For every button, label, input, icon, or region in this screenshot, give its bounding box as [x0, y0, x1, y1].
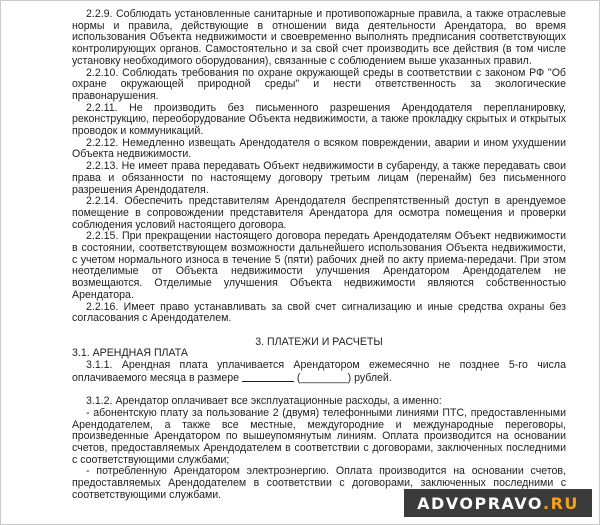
clause-2-2-9: 2.2.9. Соблюдать установленные санитарные и противопожарные правила, а также отраслевые нормы и правила, действующие в отношении вида деятельности Арендатора, во время использования Объекта недвижимости и своевременно выполнять предписания соответствующих контролирующих органов. Самостоятельно и за свой счет производить все действия (в том числе установку необходимого оборудования), связанные с соблюдением выше указанных правил. — [72, 8, 566, 67]
amount-blank — [242, 372, 294, 382]
clause-2-2-10: 2.2.10. Соблюдать требования по охране окружающей среды в соответствии с законом РФ "Об охране окружающей природной среды" и нести ответственность за экологические правонарушения. — [72, 66, 566, 102]
clause-3-1-1-text: 3.1.1. Арендная плата уплачивается Арендатором ежемесячно не позднее 5-го числа оплачиваемого месяца в размере — [72, 359, 566, 384]
section-heading-payments: 3. ПЛАТЕЖИ И РАСЧЕТЫ — [255, 335, 383, 348]
document-body — [72, 9, 566, 502]
watermark-main: ADVOPRAVO — [417, 493, 544, 513]
subsection-rent: 3.1. АРЕНДНАЯ ПЛАТА — [72, 347, 188, 360]
clause-3-1-1 — [72, 360, 566, 384]
clause-3-1-2-electricity: - потребленную Арендатором электроэнергию. Оплата производится на основании счетов, предоставляемых Арендодателем в соответствии с договорами, заключенных последними с соответствующими службами. — [72, 465, 566, 501]
clause-2-2-14: 2.2.14. Обеспечить представителям Арендодателя беспрепятственный доступ в арендуемое помещение в сопровождении представителя Арендатора для осмотра помещения и проверки соблюдения условий настоящего договора. — [72, 195, 566, 231]
amount-parenthesis: (________) — [296, 371, 352, 384]
clause-2-2-13: 2.2.13. Не имеет права передавать Объект недвижимости в субаренду, а также передавать свои права и обязанности по настоящему договору третьим лицам (перенайм) без письменного разрешения Арендодателя. — [72, 160, 566, 196]
clause-3-1-2-phone: - абонентскую плату за пользование 2 (двумя) телефонными линиями ПТС, предоставленными Арендодателем, а также все местные, междугородние и международные переговоры, произведенные Арендатором по вышеупомянутым линиям. Оплата производится на основании счетов, предоставляемых Арендодателем в соответствии с договорами, заключенных последними с соответствующими службами; — [72, 406, 566, 466]
site-watermark — [404, 489, 592, 517]
clause-2-2-11: 2.2.11. Не производить без письменного разрешения Арендодателя перепланировку, реконструкцию, переоборудование Объекта недвижимости, а также прокладку скрытых и открытых проводок и коммуникаций. — [72, 101, 566, 138]
currency-label: рублей. — [354, 371, 392, 384]
spacer — [72, 325, 566, 337]
clause-2-2-15: 2.2.15. При прекращении настоящего договора передать Арендодателям Объект недвижимости в состоянии, соответствующем возможности дальнейшего использования Объекта недвижимости, с учетом нормального износа в течение 5 (пяти) рабочих дней по акту приема-передачи. При этом неотделимые от Объекта недвижимости улучшения Арендатором Арендодателем не возмещаются. Отделимые улучшения Объекта недвижимости являются собственностью Арендатора. — [72, 230, 566, 301]
clause-3-1-2: 3.1.2. Арендатор оплачивает все эксплуатационные расходы, а именно: — [86, 395, 442, 408]
watermark-suffix: .RU — [543, 493, 579, 513]
clause-2-2-12: 2.2.12. Немедленно извещать Арендодателя о всяком повреждении, аварии и ином ухудшении Объекта недвижимости. — [72, 136, 566, 161]
clause-2-2-16: 2.2.16. Имеет право устанавливать за свой счет сигнализацию и иные средства охраны без согласования с Арендодателем. — [72, 300, 566, 325]
